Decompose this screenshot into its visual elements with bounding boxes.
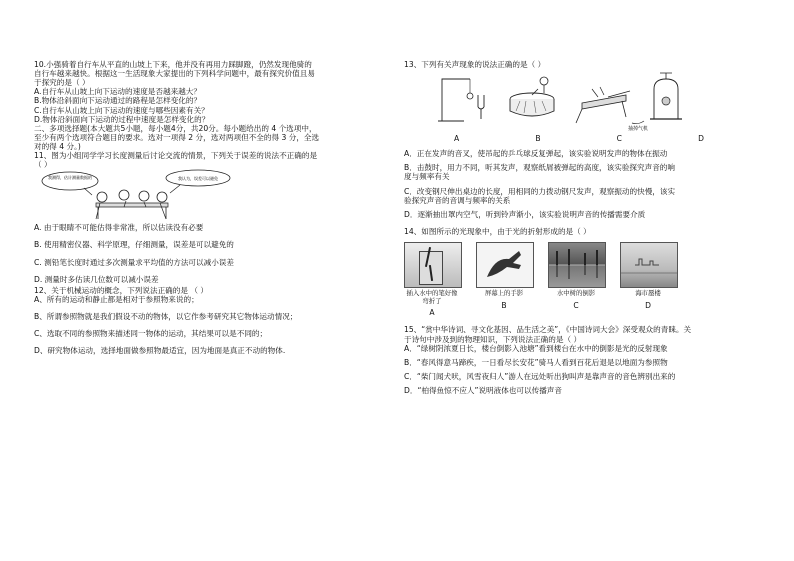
photo-c-letter: C [573,300,579,310]
section-2-line-3: 对的得 4 分。) [34,141,81,151]
section-2-line-2: 至少有两个选项符合题目的要求。选对一项得 2 分，选对两项但不全的得 3 分，全选 [34,132,320,142]
vacuum-pump-label: 抽掉气机 [628,126,649,132]
question-11 [34,151,386,284]
photo-b [476,242,532,317]
photo-d-caption: 海市蜃楼 [635,288,661,297]
q13-figure [432,69,756,131]
q10-option-b: B.物体沿斜面向下运动通过的路程是怎样变化的？ [34,96,202,106]
sound-experiments-illustration [432,69,692,131]
photo-a [404,242,460,317]
q14-photos [404,242,756,317]
photo-c [548,242,604,317]
photo-a-letter: A [429,308,435,318]
q11-line-1: 11、图为小组同学学习长度测量后讨论交流的情景，下列关于误差的说法不正确的是 [34,151,318,161]
q10-line-1: 10.小强骑着自行车从平直的山坡上下来，他并没有再用力踩脚蹬，仍然发现他骑的 [34,60,312,69]
q13-option-c-line-2: 验探究声音的音调与频率的关系 [404,195,511,205]
question-13 [404,60,756,219]
q15-option-d: D．“柏得鱼惊不应人”说明液体也可以传播声音 [404,386,562,396]
q12-option-d: D、研究物体运动，选择地面做参照物最适宜，因为地面是真正不动的物体. [34,346,286,356]
q12-option-a: A、所有的运动和静止都是相对于参照物来说的； [34,294,199,304]
bubble-right-text: 我认为，误差可以避免 [178,176,218,182]
question-14 [404,227,756,318]
photo-d [620,242,676,317]
q15-line-2: 于诗句中涉及到的物理知识，下列说法正确的是（ ） [404,334,582,344]
photo-c-caption: 水中树的倒影 [556,288,596,297]
q13-figure-labels [454,134,704,143]
q10-line-2: 自行车越来越快。根据这一生活现象大家提出的下列科学问题中，最有探究价值且易 [34,69,315,79]
bubble-left-text: 我测得，估计测量数据的 [48,175,92,181]
q13-option-b-line-1: B．击鼓时，用力不同，听其发声，观察纸屑被弹起的高度，该实验探究声音的响 [404,163,675,173]
q11-option-b: B. 使用精密仪器、科学原理，仔细测量，误差是可以避免的 [34,240,234,250]
q15-line-1: 15、“赏中华诗词、寻文化基因、品生活之美”，《中国诗词大会》深受观众的青睐。关 [404,325,692,335]
section-2-line-1: 二、多项选择题(本大题共5小题，每小题4分，共20分。每小题给出的 4 个选项中， [34,123,317,133]
q11-option-d: D. 测量时多估读几位数可以减小误差 [34,274,159,284]
q13-option-a: A．正在发声的音叉，使吊起的乒乓球反复弹起，该实验说明发声的物体在振动 [404,149,668,159]
right-column [404,60,756,395]
q11-option-c: C. 测铅笔长度时通过多次测量求平均值的方法可以减小误差 [34,257,234,267]
q12-option-c: C、选取不同的参照物来描述同一物体的运动，其结果可以是不同的； [34,329,268,339]
q11-line-2: （ ） [34,160,52,170]
left-column [34,60,386,355]
q11-figure [40,169,386,223]
q15-option-b: B．“春风得意马蹄疾，一日看尽长安花”骑马人看到百花后退是以地面为参照物 [404,357,668,367]
q15-option-c: C．“柴门闻犬吠，风雪夜归人”游人在远处听出狗叫声是靠声音的音色辨别出来的 [404,371,676,381]
q13-label-a: A [454,134,460,144]
q13-label-b: B [535,134,541,144]
q13-label-c: C [616,134,622,144]
q10-line-3: 于探究的是（ ） [34,78,90,88]
q13-option-b-line-2: 度与频率有关 [404,172,450,182]
photo-a-caption: 插入水中的笔好像弯折了 [406,288,458,305]
q13-option-c-line-1: C．改变钢尺伸出桌边的长度，用相同的力拨动钢尺发声，观察振动的快慢，该实 [404,186,676,196]
photo-d-letter: D [645,300,651,310]
question-10 [34,60,386,124]
q13-stem: 13、下列有关声现象的说法正确的是（ ） [404,60,546,69]
question-15 [404,325,756,395]
q12-stem: 12、关于机械运动的概念，下列说法正确的是 （ ） [34,285,208,295]
q15-option-a: A．“绿树阴浓夏日长，楼台倒影入池塘”看到楼台在水中的倒影是光的反射现象 [404,343,668,353]
photo-b-letter: B [501,300,507,310]
photo-b-caption: 屏幕上的手影 [484,288,524,297]
q12-option-b: B、所谓参照物就是我们假设不动的物体，以它作参考研究其它物体运动情况； [34,311,298,321]
q10-option-a: A.自行车从山坡上向下运动的速度是否越来越大？ [34,87,201,97]
q13-label-d: D [698,134,704,144]
question-12 [34,286,386,356]
section-2-heading [34,124,386,151]
q14-stem: 14、如图所示的光现象中，由于光的折射形成的是（ ） [404,226,591,236]
discussion-illustration [40,169,240,223]
q10-option-c: C.自行车从山坡上向下运动的速度与哪些因素有关？ [34,105,209,115]
q13-option-d: D．逐渐抽出罩内空气，听到铃声渐小，该实验说明声音的传播需要介质 [404,209,646,219]
q10-option-d: D.物体沿斜面向下运动的过程中速度是怎样变化的？ [34,114,210,124]
q11-option-a: A. 由于眼睛不可能估得非常准，所以估读没有必要 [34,223,204,233]
